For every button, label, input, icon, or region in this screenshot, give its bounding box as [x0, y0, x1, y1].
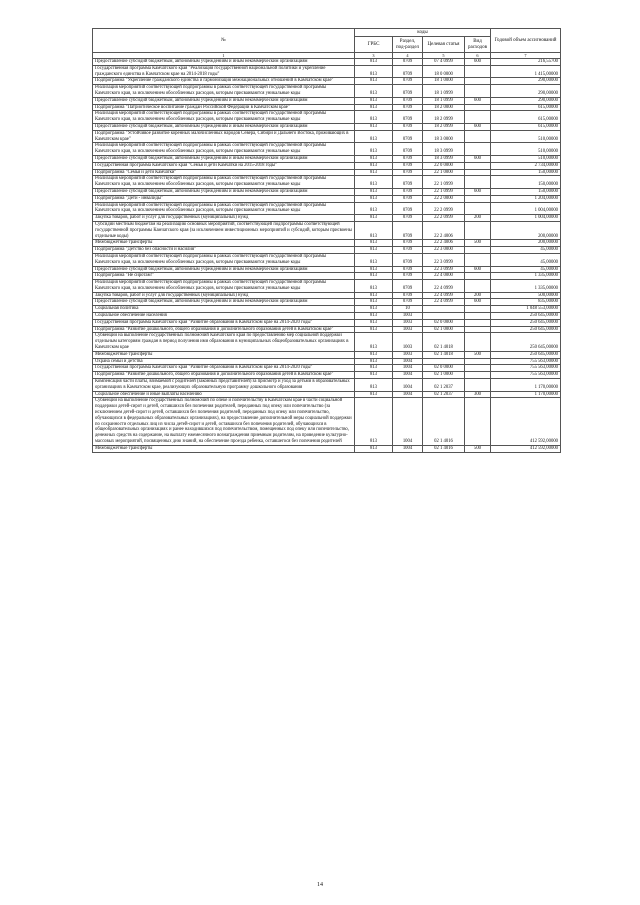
cell-cs: 22 2 0000	[423, 195, 465, 202]
cell-rz: 1004	[393, 365, 423, 372]
table-row	[93, 143, 561, 156]
table-row	[93, 85, 561, 98]
cell-cs: 02 1 4018	[423, 351, 465, 358]
cell-rz: 0709	[393, 169, 423, 176]
cell-cs: 18 1 0999	[423, 85, 465, 98]
cell-sum: 2 734,00000	[491, 162, 561, 169]
cell-cs: 02 1 4016	[423, 445, 465, 452]
cell-sum: 1 004,00000	[491, 215, 561, 222]
cell-sum: 1 004,00000	[491, 202, 561, 215]
cell-grbs: 813	[355, 398, 393, 445]
column-index: 5	[423, 53, 465, 59]
cell-cs: 18 1 0000	[423, 78, 465, 85]
cell-sum: 200,00000	[491, 240, 561, 247]
table-row	[93, 176, 561, 189]
cell-sum: 755 563,00000	[491, 365, 561, 372]
header-expense-type: Вид расходов	[465, 37, 491, 53]
cell-sum: 1 170,00000	[491, 379, 561, 392]
cell-rz: 1004	[393, 379, 423, 392]
cell-name: Подпрограмма "Дети - инвалиды"	[93, 195, 355, 202]
cell-grbs: 813	[355, 215, 393, 222]
cell-sum: 216,55700	[491, 59, 561, 66]
table-row	[93, 202, 561, 215]
cell-vr	[465, 372, 491, 379]
cell-grbs: 813	[355, 176, 393, 189]
cell-grbs: 813	[355, 326, 393, 333]
column-index: 4	[393, 53, 423, 59]
cell-cs: 22 4 0999	[423, 299, 465, 306]
cell-cs: 02 0 0000	[423, 365, 465, 372]
cell-name: Государственная программа Камчатского края "Семья и дети Камчатки на 2015-2018 годы"	[93, 162, 355, 169]
cell-sum: 615,00000	[491, 111, 561, 124]
cell-grbs: 813	[355, 333, 393, 351]
cell-grbs: 813	[355, 391, 393, 398]
cell-name: Предоставление субсидий бюджетным, автономным учреждениям и иным некоммерческим организациям	[93, 97, 355, 104]
cell-grbs: 813	[355, 266, 393, 273]
table-row	[93, 215, 561, 222]
cell-grbs: 813	[355, 240, 393, 247]
cell-vr: 600	[465, 123, 491, 130]
cell-cs: 18 1 0999	[423, 97, 465, 104]
cell-sum: 1 335,00000	[491, 280, 561, 293]
cell-vr	[465, 78, 491, 85]
cell-cs: 22 1 0999	[423, 176, 465, 189]
table-row	[93, 333, 561, 351]
cell-grbs: 813	[355, 351, 393, 358]
cell-cs: 18 0 0000	[423, 65, 465, 78]
cell-vr	[465, 111, 491, 124]
cell-vr: 200	[465, 215, 491, 222]
cell-cs: 22 2 0999	[423, 202, 465, 215]
cell-sum: 835,00000	[491, 299, 561, 306]
cell-grbs: 813	[355, 306, 393, 313]
cell-rz: 0709	[393, 123, 423, 130]
cell-vr: 300	[465, 391, 491, 398]
cell-sum: 412 592,00000	[491, 445, 561, 452]
cell-name: Субсидии местным бюджетам на реализацию основных мероприятий, соответствующей подпрограммы соответствующей государственной программы Камчатского края (за исключением инвестиционных мероприятий и субсидий, которым присвоены отдельные коды)	[93, 221, 355, 239]
table-row	[93, 280, 561, 293]
table-row	[93, 59, 561, 66]
cell-rz: 1004	[393, 372, 423, 379]
cell-vr	[465, 306, 491, 313]
cell-cs: 22 3 0999	[423, 253, 465, 266]
cell-name: Подпрограмма "Устойчивое развитие коренных малочисленных народов Севера, Сибири и Дальнего Востока, проживающих в Камчатском крае"	[93, 130, 355, 143]
cell-grbs: 813	[355, 292, 393, 299]
cell-rz: 0709	[393, 176, 423, 189]
cell-sum: 755 563,00000	[491, 372, 561, 379]
cell-vr	[465, 221, 491, 239]
cell-rz: 1004	[393, 391, 423, 398]
table-row	[93, 326, 561, 333]
cell-grbs: 813	[355, 97, 393, 104]
cell-grbs: 813	[355, 104, 393, 111]
table-row	[93, 372, 561, 379]
table-row	[93, 319, 561, 326]
cell-sum: 615,00000	[491, 123, 561, 130]
cell-grbs: 813	[355, 111, 393, 124]
table-row	[93, 111, 561, 124]
cell-cs: 22 2 4006	[423, 221, 465, 239]
cell-sum: 1 170,00000	[491, 391, 561, 398]
cell-name: Охрана семьи и детства	[93, 358, 355, 365]
cell-vr	[465, 169, 491, 176]
cell-name: Закупка товаров, работ и услуг для государственных (муниципальных) нужд	[93, 292, 355, 299]
cell-sum: 150,00000	[491, 176, 561, 189]
table-row	[93, 253, 561, 266]
cell-rz: 0709	[393, 195, 423, 202]
cell-vr: 200	[465, 292, 491, 299]
cell-sum: 290,00000	[491, 78, 561, 85]
cell-grbs: 813	[355, 78, 393, 85]
cell-vr	[465, 313, 491, 320]
cell-rz: 0709	[393, 111, 423, 124]
cell-cs: 22 4 0999	[423, 292, 465, 299]
table-row	[93, 358, 561, 365]
cell-grbs: 813	[355, 253, 393, 266]
cell-grbs: 813	[355, 280, 393, 293]
cell-name: Предоставление субсидий бюджетным, автономным учреждениям и иным некоммерческим организациям	[93, 123, 355, 130]
cell-vr	[465, 273, 491, 280]
cell-cs: 02 1 0000	[423, 372, 465, 379]
cell-name: Реализация мероприятий соответствующей подпрограммы в рамках соответствующей государственной программы Камчатского края, за исключением обособленных расходов, которым присваиваются уникальные коды	[93, 85, 355, 98]
cell-vr	[465, 319, 491, 326]
cell-cs: 18 2 0000	[423, 104, 465, 111]
cell-rz: 0709	[393, 240, 423, 247]
cell-grbs: 813	[355, 365, 393, 372]
cell-vr	[465, 253, 491, 266]
cell-cs: 02 1 0000	[423, 326, 465, 333]
cell-rz: 0709	[393, 292, 423, 299]
cell-cs: 22 3 0999	[423, 266, 465, 273]
cell-rz: 0709	[393, 273, 423, 280]
header-annual-sum: Годовой объем ассигнований	[491, 29, 561, 53]
cell-rz: 0709	[393, 266, 423, 273]
cell-sum: 755 563,00000	[491, 358, 561, 365]
cell-sum: 412 592,00000	[491, 398, 561, 445]
table-row	[93, 169, 561, 176]
table-row	[93, 78, 561, 85]
cell-name: Предоставление субсидий бюджетным, автономным учреждениям и иным некоммерческим организациям	[93, 155, 355, 162]
cell-grbs: 813	[355, 299, 393, 306]
cell-sum: 510,00000	[491, 143, 561, 156]
cell-sum: 150,00000	[491, 169, 561, 176]
cell-grbs: 813	[355, 130, 393, 143]
table-row	[93, 351, 561, 358]
table-row	[93, 65, 561, 78]
cell-vr	[465, 143, 491, 156]
table-row	[93, 445, 561, 452]
table-row	[93, 273, 561, 280]
cell-rz: 0709	[393, 162, 423, 169]
cell-rz: 0709	[393, 188, 423, 195]
cell-cs: 18 2 0999	[423, 123, 465, 130]
budget-rows	[93, 59, 561, 453]
cell-sum: 250 645,00000	[491, 351, 561, 358]
cell-vr	[465, 195, 491, 202]
table-row	[93, 195, 561, 202]
table-row	[93, 379, 561, 392]
cell-sum: 250 645,00000	[491, 333, 561, 351]
cell-rz: 1004	[393, 445, 423, 452]
table-row	[93, 391, 561, 398]
cell-cs: 07 4 0999	[423, 59, 465, 66]
cell-cs: 18 3 0999	[423, 155, 465, 162]
cell-rz: 1003	[393, 313, 423, 320]
header-number: №	[93, 29, 355, 53]
cell-grbs: 813	[355, 319, 393, 326]
cell-name: Предоставление субсидий бюджетным, автономным учреждениям и иным некоммерческим организациям	[93, 188, 355, 195]
cell-rz: 0709	[393, 280, 423, 293]
table-row	[93, 313, 561, 320]
cell-grbs: 813	[355, 358, 393, 365]
cell-grbs: 813	[355, 123, 393, 130]
cell-rz: 0709	[393, 97, 423, 104]
cell-sum: 1 415,00000	[491, 65, 561, 78]
cell-cs: 18 3 0999	[423, 143, 465, 156]
cell-vr: 600	[465, 266, 491, 273]
column-index: 6	[465, 53, 491, 59]
cell-cs: 22 3 0000	[423, 247, 465, 254]
cell-sum: 250 645,00000	[491, 313, 561, 320]
cell-name: Государственная программа Камчатского края "Развитие образования в Камчатском крае на 2014-2020 годы"	[93, 365, 355, 372]
cell-sum: 290,00000	[491, 85, 561, 98]
cell-rz: 1004	[393, 398, 423, 445]
cell-rz: 1003	[393, 326, 423, 333]
cell-grbs: 813	[355, 155, 393, 162]
cell-sum: 500,00000	[491, 292, 561, 299]
cell-name: Социальное обеспечение населения	[93, 313, 355, 320]
cell-grbs: 813	[355, 379, 393, 392]
cell-name: Субвенции на выполнение государственных полномочий по опеке и попечительству в Камчатском крае в части социальной поддержки детей-сирот и детей, оставшихся без попечения родителей, переданных под опеку или попечительство (за исключением детей-сирот и детей, оставшихся без попечения родителей, переданных под опеку или попечительство, обучающихся в федеральных образовательных организациях), на предоставление дополнительной меры социальной поддержки по сохранности отдельных лиц из числа детей-сирот и детей, оставшихся без попечения родителей, обучающихся в общеобразовательных организациях и ранее находившихся под попечительством, помещенных под опеку или попечительство, денежных средств на содержание, на выплату ежемесячного вознаграждения приемным родителям, на проведение культурно-массовых мероприятий, посвященных дню знаний, на обеспечение проезда ребенка, оставшегося без попечения родителей	[93, 398, 355, 445]
table-row	[93, 188, 561, 195]
cell-rz: 0709	[393, 247, 423, 254]
cell-rz: 0709	[393, 59, 423, 66]
cell-rz: 1003	[393, 319, 423, 326]
cell-vr	[465, 202, 491, 215]
column-index: 7	[491, 53, 561, 59]
cell-grbs: 813	[355, 188, 393, 195]
cell-rz: 0709	[393, 65, 423, 78]
cell-grbs: 813	[355, 143, 393, 156]
cell-vr	[465, 65, 491, 78]
header-razdel: Раздел, под-раздел	[393, 37, 423, 53]
table-row	[93, 97, 561, 104]
budget-table	[92, 28, 561, 453]
cell-name: Подпрограмма "Патриотическое воспитание граждан Российской Федерации в Камчатском крае"	[93, 104, 355, 111]
cell-sum: 615,00000	[491, 104, 561, 111]
cell-rz: 0709	[393, 130, 423, 143]
table-row	[93, 123, 561, 130]
cell-sum: 510,00000	[491, 130, 561, 143]
cell-grbs: 813	[355, 247, 393, 254]
cell-name: Межбюджетные трансферты	[93, 240, 355, 247]
cell-rz: 0709	[393, 155, 423, 162]
cell-sum: 510,00000	[491, 155, 561, 162]
header-codes-group: коды	[355, 29, 491, 37]
cell-name: Подпрограмма "Укрепление гражданского единства и гармонизация межнациональных отношений в Камчатском крае"	[93, 78, 355, 85]
cell-sum: 200,00000	[491, 221, 561, 239]
cell-cs: 22 0 0000	[423, 162, 465, 169]
cell-rz: 1004	[393, 358, 423, 365]
cell-vr	[465, 280, 491, 293]
cell-sum: 250 645,00000	[491, 319, 561, 326]
cell-vr	[465, 398, 491, 445]
cell-grbs: 813	[355, 202, 393, 215]
table-row	[93, 162, 561, 169]
cell-grbs: 813	[355, 195, 393, 202]
cell-vr	[465, 358, 491, 365]
cell-name: Государственная программа Камчатского края "Реализация государственной национальной политики и укрепление гражданского единства в Камчатском крае на 2014-2018 годы"	[93, 65, 355, 78]
header-grbs: ГРБС	[355, 37, 393, 53]
cell-sum: 1 204,00000	[491, 195, 561, 202]
table-row	[93, 155, 561, 162]
cell-vr	[465, 333, 491, 351]
cell-vr: 600	[465, 155, 491, 162]
cell-cs: 22 2 0999	[423, 215, 465, 222]
cell-rz: 0709	[393, 202, 423, 215]
table-row	[93, 365, 561, 372]
cell-name: Межбюджетные трансферты	[93, 445, 355, 452]
cell-cs: 02 1 4018	[423, 333, 465, 351]
cell-name: Компенсация части платы, взимаемой с родителей (законных представителей) за присмотр и уход за детьми в образовательных организациях в Камчатском крае, реализующих образовательную программу дошкольного образования	[93, 379, 355, 392]
cell-rz: 1003	[393, 333, 423, 351]
cell-sum: 1 048 553,00000	[491, 306, 561, 313]
cell-vr: 600	[465, 97, 491, 104]
table-row	[93, 266, 561, 273]
cell-name: Реализация мероприятий соответствующей подпрограммы в рамках соответствующей государственной программы Камчатского края, за исключением обособленных расходов, которым присваиваются уникальные коды	[93, 280, 355, 293]
cell-name: Реализация мероприятий соответствующей подпрограммы в рамках соответствующей государственной программы Камчатского края, за исключением обособленных расходов, которым присваиваются уникальные коды	[93, 253, 355, 266]
cell-cs	[423, 313, 465, 320]
cell-vr: 600	[465, 59, 491, 66]
cell-rz: 10	[393, 306, 423, 313]
cell-vr	[465, 326, 491, 333]
cell-grbs: 813	[355, 273, 393, 280]
cell-cs	[423, 358, 465, 365]
cell-name: Подпрограмма "Семья и дети Камчатки"	[93, 169, 355, 176]
cell-cs: 22 4 0999	[423, 280, 465, 293]
cell-vr	[465, 130, 491, 143]
header-target-article: Целевая статья	[423, 37, 465, 53]
budget-document	[92, 28, 560, 453]
cell-name: Подпрограмма "Не сиротам!"	[93, 273, 355, 280]
cell-vr: 500	[465, 240, 491, 247]
cell-name: Государственная программа Камчатского края "Развитие образования в Камчатском крае на 2014-2020 годы"	[93, 319, 355, 326]
cell-vr: 500	[465, 351, 491, 358]
table-row	[93, 292, 561, 299]
cell-vr	[465, 247, 491, 254]
cell-grbs: 813	[355, 169, 393, 176]
cell-cs: 02 1 2037	[423, 379, 465, 392]
table-row	[93, 398, 561, 445]
column-index: 3	[355, 53, 393, 59]
cell-name: Закупка товаров, работ и услуг для государственных (муниципальных) нужд	[93, 215, 355, 222]
cell-name: Предоставление субсидий бюджетным, автономным учреждениям и иным некоммерческим организациям	[93, 59, 355, 66]
cell-grbs: 813	[355, 85, 393, 98]
cell-sum: 45,00000	[491, 266, 561, 273]
cell-sum: 250 645,00000	[491, 326, 561, 333]
cell-name: Реализация мероприятий соответствующей подпрограммы в рамках соответствующей государственной программы Камчатского края, за исключением обособленных расходов, которым присваиваются уникальные коды	[93, 176, 355, 189]
cell-cs: 02 0 0000	[423, 319, 465, 326]
cell-name: Субвенции на выполнение государственных полномочий Камчатского края по предоставлению мер социальной поддержки отдельным категориям граждан в период получения ими образования в муниципальных общеобразовательных организациях в Камчатском крае	[93, 333, 355, 351]
cell-vr	[465, 85, 491, 98]
cell-sum: 45,00000	[491, 253, 561, 266]
cell-rz: 0709	[393, 85, 423, 98]
table-row	[93, 221, 561, 239]
cell-rz: 0709	[393, 78, 423, 85]
page-number: 14	[317, 882, 323, 888]
cell-sum: 290,00000	[491, 97, 561, 104]
cell-name: Социальная политика	[93, 306, 355, 313]
table-row	[93, 306, 561, 313]
cell-cs	[423, 306, 465, 313]
cell-vr: 600	[465, 299, 491, 306]
cell-vr	[465, 379, 491, 392]
cell-name: Реализация мероприятий соответствующей подпрограммы в рамках соответствующей государственной программы Камчатского края, за исключением обособленных расходов, которым присваиваются уникальные коды	[93, 111, 355, 124]
cell-cs: 22 4 0000	[423, 273, 465, 280]
cell-rz: 1003	[393, 351, 423, 358]
cell-grbs: 813	[355, 65, 393, 78]
cell-cs: 22 1 0999	[423, 188, 465, 195]
cell-rz: 0709	[393, 104, 423, 111]
cell-cs: 02 1 4016	[423, 398, 465, 445]
cell-rz: 0709	[393, 143, 423, 156]
cell-vr	[465, 365, 491, 372]
table-row	[93, 104, 561, 111]
cell-cs: 18 2 0999	[423, 111, 465, 124]
cell-rz: 0709	[393, 253, 423, 266]
cell-rz: 0709	[393, 299, 423, 306]
cell-sum: 45,00000	[491, 247, 561, 254]
cell-name: Реализация мероприятий соответствующей подпрограммы в рамках соответствующей государственной программы Камчатского края, за исключением обособленных расходов, которым присваиваются уникальные коды	[93, 143, 355, 156]
cell-rz: 0709	[393, 221, 423, 239]
cell-cs: 22 2 4006	[423, 240, 465, 247]
cell-name: Предоставление субсидий бюджетным, автономным учреждениям и иным некоммерческим организациям	[93, 266, 355, 273]
cell-name: Подпрограмма "Развитие дошкольного, общего образования и дополнительного образования детей в Камчатском крае"	[93, 372, 355, 379]
cell-vr	[465, 176, 491, 189]
cell-vr	[465, 104, 491, 111]
cell-grbs: 813	[355, 59, 393, 66]
cell-name: Социальное обеспечение и иные выплаты населению	[93, 391, 355, 398]
cell-sum: 150,00000	[491, 188, 561, 195]
cell-cs: 02 1 2037	[423, 391, 465, 398]
cell-grbs: 813	[355, 221, 393, 239]
cell-grbs: 813	[355, 162, 393, 169]
cell-vr: 500	[465, 445, 491, 452]
table-row	[93, 240, 561, 247]
cell-grbs: 813	[355, 445, 393, 452]
table-row	[93, 130, 561, 143]
cell-cs: 22 1 0000	[423, 169, 465, 176]
cell-sum: 1 335,00000	[491, 273, 561, 280]
cell-rz: 0709	[393, 215, 423, 222]
cell-name: Подпрограмма "Развитие дошкольного, общего образования и дополнительного образования детей в Камчатском крае"	[93, 326, 355, 333]
cell-grbs: 813	[355, 313, 393, 320]
table-row	[93, 247, 561, 254]
cell-name: Межбюджетные трансферты	[93, 351, 355, 358]
table-row	[93, 299, 561, 306]
cell-name: Предоставление субсидий бюджетным, автономным учреждениям и иным некоммерческим организациям	[93, 299, 355, 306]
cell-vr: 600	[465, 188, 491, 195]
cell-name: Подпрограмма "Детство без опасности и насилия"	[93, 247, 355, 254]
cell-name: Реализация мероприятий соответствующей подпрограммы в рамках соответствующей государственной программы Камчатского края, за исключением обособленных расходов, которым присваиваются уникальные коды	[93, 202, 355, 215]
column-index: 1	[93, 53, 355, 59]
cell-grbs: 813	[355, 372, 393, 379]
cell-vr	[465, 162, 491, 169]
cell-cs: 18 3 0000	[423, 130, 465, 143]
